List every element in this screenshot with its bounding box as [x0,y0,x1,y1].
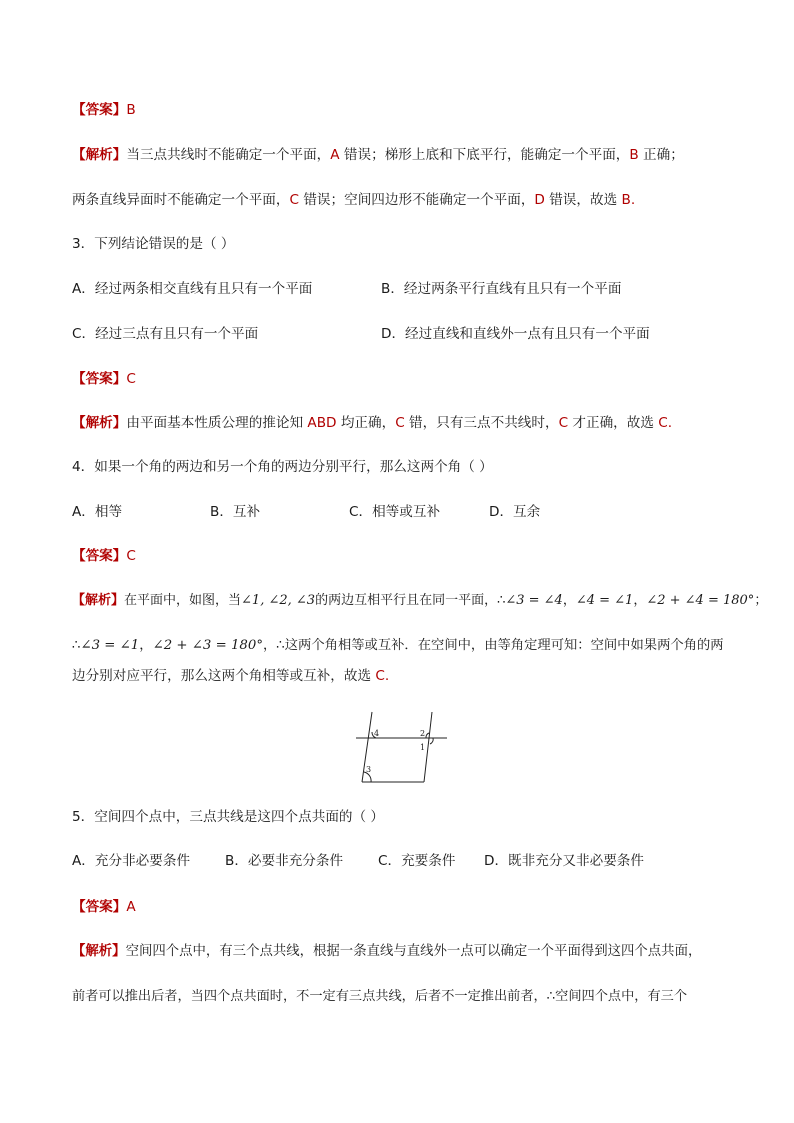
q3-option-d: D．经过直线和直线外一点有且只有一个平面 [381,326,650,342]
analysis-text: 当三点共线时不能确定一个平面， [126,147,331,163]
answer-value: C [126,371,136,387]
option-ref: A [330,147,340,163]
analysis-text: 在平面中，如图，当 [124,593,242,608]
q2-answer-line [72,100,136,120]
q5-analysis-line-2: 前者可以推出后者，当四个点共面时，不一定有三点共线，后者不一定推出前者，∴空间四个点中，有三个 [72,989,688,1004]
analysis-text: ，∴这两个角相等或互补．在空间中，由等角定理可知：空间中如果两个角的两 [263,638,724,653]
q4-analysis-line-3 [72,666,389,686]
analysis-text: 两条直线异面时不能确定一个平面， [72,192,290,208]
analysis-text: 边分别对应平行，那么这两个角相等或互补，故选 [72,668,376,684]
q2-analysis-line-1 [72,145,684,165]
answer-tag: 【答案】 [72,899,127,915]
analysis-tag: 【解析】 [72,944,126,959]
analysis-text: 才正确，故选 [568,415,659,431]
math-expr: ∠3 = ∠4 [505,593,563,608]
option-ref: C [289,192,299,208]
analysis-text: 错，只有三点不共线时， [404,415,559,431]
analysis-text: ， [562,593,576,608]
angle-label-3: 3 [366,765,372,774]
angle-parallel-figure [350,706,450,786]
analysis-text: 的两边互相平行且在同一平面，∴ [315,593,506,608]
option-ref: D [534,192,545,208]
angle-label-1: 1 [420,743,426,752]
analysis-text: 错误；空间四边形不能确定一个平面， [299,192,535,208]
q5-option-d: D．既非充分又非必要条件 [484,853,644,869]
q5-option-b: B．必要非充分条件 [225,853,344,869]
option-ref: B. [621,192,636,208]
analysis-tag: 【解析】 [72,415,127,431]
q5-analysis-line-1 [72,942,701,962]
q3-option-b: B．经过两条平行直线有且只有一个平面 [381,281,622,297]
analysis-text: 由平面基本性质公理的推论知 [126,415,308,431]
q4-option-c: C．相等或互补 [349,504,441,520]
math-expr: ∠3 = ∠1 [80,638,140,653]
q5-answer-line [72,897,136,917]
q4-option-a: A．相等 [72,504,123,520]
q3-option-c: C．经过三点有且只有一个平面 [72,326,259,342]
option-ref: C [558,415,569,431]
analysis-text: 空间四个点中，有三个点共线，根据一条直线与直线外一点可以确定一个平面得到这四个点共面， [125,944,702,959]
angle-arc [426,733,429,738]
option-ref: C. [375,668,390,684]
q4-answer-line [72,546,136,566]
q4-option-d: D．互余 [489,504,541,520]
analysis-tag: 【解析】 [72,593,125,608]
angle-label-4: 4 [374,729,380,738]
angle-arc [430,738,433,744]
q5-stem: 5．空间四个点中，三点共线是这四个点共面的（ ） [72,809,385,825]
analysis-text: 均正确， [336,415,396,431]
analysis-text: ， [139,638,153,653]
q4-option-b: B．互补 [210,504,261,520]
math-expr: ∠2 + ∠3 = 180° [152,638,263,653]
analysis-text: ∴ [72,638,81,653]
angle-label-2: 2 [420,729,426,738]
math-expr: ∠4 = ∠1 [575,593,634,608]
option-ref: C. [658,415,673,431]
q3-stem: 3．下列结论错误的是（ ） [72,236,235,252]
right-slanted-line [424,712,432,782]
q4-stem: 4．如果一个角的两边和另一个角的两边分别平行，那么这两个角（ ） [72,459,493,475]
option-ref: B [629,147,639,163]
analysis-text: ， [633,593,647,608]
answer-value: B [126,102,136,118]
option-ref: ABD [307,415,337,431]
analysis-text: ； [754,593,768,608]
analysis-tag: 【解析】 [72,147,127,163]
q4-analysis-line-2 [72,636,724,656]
math-expr: ∠1, ∠2, ∠3 [241,593,316,608]
q3-analysis-line [72,413,672,433]
answer-value: A [126,899,136,915]
q4-analysis-line-1 [72,591,767,611]
analysis-text: 错误，故选 [544,192,622,208]
option-ref: C [395,415,405,431]
answer-tag: 【答案】 [72,371,127,387]
q5-option-a: A．充分非必要条件 [72,853,191,869]
analysis-text: 正确； [638,147,684,163]
q3-answer-line [72,369,136,389]
analysis-text: 错误；梯形上底和下底平行，能确定一个平面， [339,147,630,163]
answer-tag: 【答案】 [72,102,127,118]
q5-option-c: C．充要条件 [378,853,456,869]
answer-tag: 【答案】 [72,548,127,564]
q2-analysis-line-2 [72,190,635,210]
answer-value: C [126,548,136,564]
q3-option-a: A．经过两条相交直线有且只有一个平面 [72,281,313,297]
math-expr: ∠2 + ∠4 = 180° [646,593,755,608]
